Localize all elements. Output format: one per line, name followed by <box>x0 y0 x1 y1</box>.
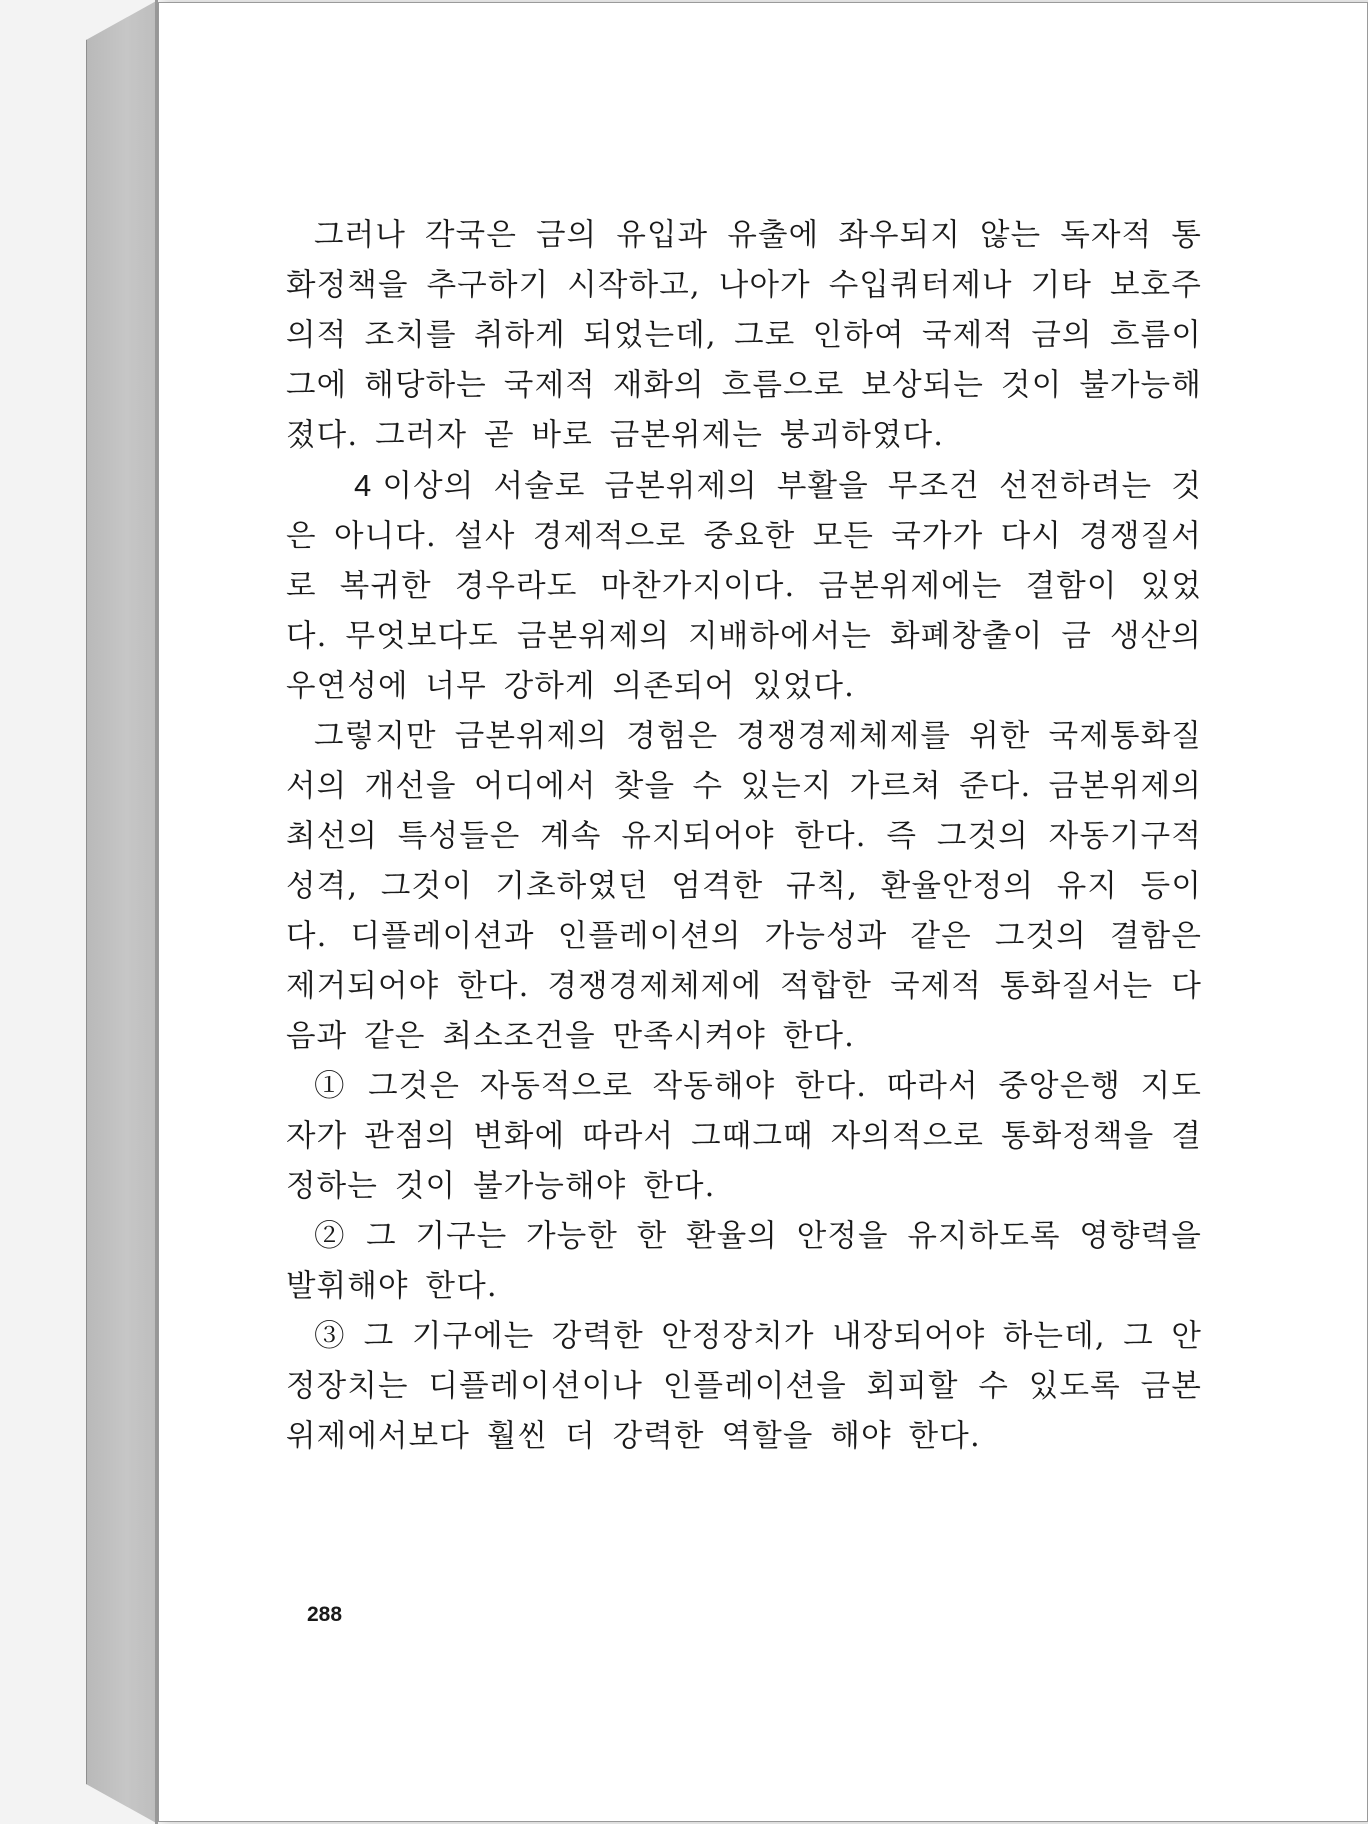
book-page <box>158 2 1368 1822</box>
paragraph-6 <box>286 1312 1202 1462</box>
page-number: 288 <box>307 1603 343 1626</box>
section-number: 4 <box>354 468 373 503</box>
paragraph-text: ① 그것은 자동적으로 작동해야 한다. 따라서 중앙은행 지도자가 관점의 변화에 따라서 그때그때 자의적으로 통화정책을 결정하는 것이 불가능해야 한다. <box>286 1069 1202 1204</box>
paragraph-1 <box>286 211 1202 461</box>
paragraph-2 <box>286 461 1202 712</box>
paragraph-text: ③ 그 기구에는 강력한 안정장치가 내장되어야 하는데, 그 안정장치는 디플레이션이나 인플레이션을 회피할 수 있도록 금본위제에서보다 훨씬 더 강력한 역할을 해야 한다. <box>286 1319 1202 1454</box>
paragraph-text: 그러나 각국은 금의 유입과 유출에 좌우되지 않는 독자적 통화정책을 추구하기 시작하고, 나아가 수입쿼터제나 기타 보호주의적 조치를 취하게 되었는데, 그로 인하여 국제적 금의 흐름이 그에 해당하는 국제적 재화의 흐름으로 보상되는 것이 불가능해졌다. 그러자 곧 바로 금본위제는 붕괴하였다. <box>286 218 1202 453</box>
paragraph-4 <box>286 1062 1202 1212</box>
paragraph-3 <box>286 712 1202 1062</box>
page-text-block <box>286 211 1202 1462</box>
paragraph-text: 그렇지만 금본위제의 경험은 경쟁경제체제를 위한 국제통화질서의 개선을 어디에서 찾을 수 있는지 가르쳐 준다. 금본위제의 최선의 특성들은 계속 유지되어야 한다. 즉 그것의 자동기구적 성격, 그것이 기초하였던 엄격한 규칙, 환율안정의 유지 등이다. 디플레이션과 인플레이션의 가능성과 같은 그것의 결함은 제거되어야 한다. 경쟁경제체제에 적합한 국제적 통화질서는 다음과 같은 최소조건을 만족시켜야 한다. <box>286 719 1202 1054</box>
paragraph-5 <box>286 1212 1202 1312</box>
paragraph-text: ② 그 기구는 가능한 한 환율의 안정을 유지하도록 영향력을 발휘해야 한다. <box>286 1219 1202 1304</box>
book-spine <box>86 0 159 1824</box>
paragraph-text: 이상의 서술로 금본위제의 부활을 무조건 선전하려는 것은 아니다. 설사 경제적으로 중요한 모든 국가가 다시 경쟁질서로 복귀한 경우라도 마찬가지이다. 금본위제에는 결함이 있었다. 무엇보다도 금본위제의 지배하에서는 화폐창출이 금 생산의 우연성에 너무 강하게 의존되어 있었다. <box>286 469 1202 704</box>
